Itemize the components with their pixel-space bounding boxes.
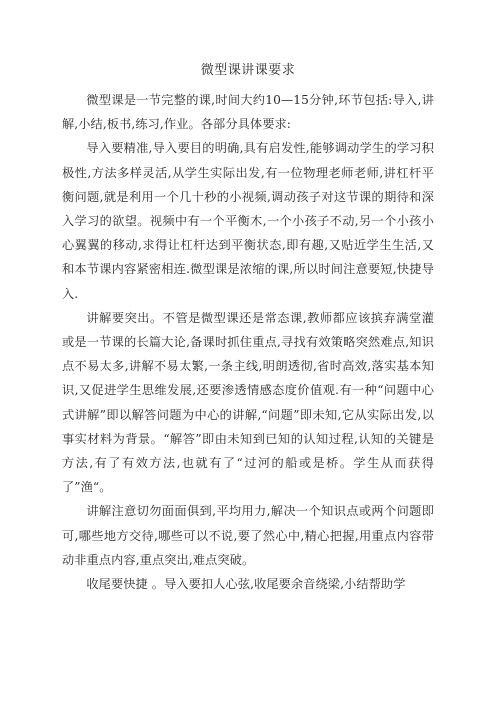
paragraph-explanation-focus: 讲解注意切勿面面俱到,平均用力,解决一个知识点或两个问题即可,哪些地方交待,哪些可以不说,要了然心中,精心把握,用重点内容带动非重点内容,重点突出,难点突破。 xyxy=(62,504,434,567)
paragraph-intro: 微型课是一节完整的课,时间大约10—15分钟,环节包括:导入,讲解,小结,板书,练习,作业。各部分具体要求: xyxy=(62,93,434,132)
document-body xyxy=(62,88,434,596)
document-title: 微型课讲课要求 xyxy=(200,63,296,78)
paragraph-conclusion-requirements: 收尾要快捷 。导入要扣人心弦,收尾要余音绕梁,小结帮助学 xyxy=(86,577,406,592)
paragraph-introduction-requirements: 导入要精准,导入要目的明确,具有启发性,能够调动学生的学习积极性,方法多样灵活,从学生实际出发,有一位物理老师老师,讲杠杆平衡问题,就是利用一个几十秒的小视频,调动孩子对这节课的期待和深入学习的欲望。视频中有一个平衡木,一个小孩子不动,另一个小孩小心翼翼的移动,求得让杠杆达到平衡状态,即有趣,又贴近学生生活,又和本节课内容紧密相连.微型课是浓缩的课,所以时间注意要短,快捷导入. xyxy=(62,141,434,301)
paragraph-explanation-requirements: 讲解要突出。不管是微型课还是常态课,教师都应该摈弃满堂灌或是一节课的长篇大论,备课时抓住重点,寻找有效策略突然难点,知识点不易太多,讲解不易太繁,一条主线,明朗透彻,省时高效,落实基本知识,又促进学生思维发展,还要渗透情感态度价值观.有一种“问题中心式讲解”即以解答问题为中心的讲解,“问题”即未知,它从实际出发,以事实材料为背景。“解答”即由未知到已知的认知过程,认知的关键是方法,有了有效方法,也就有了“过河的船或是桥。学生从而获得了”渔“。 xyxy=(62,310,434,495)
